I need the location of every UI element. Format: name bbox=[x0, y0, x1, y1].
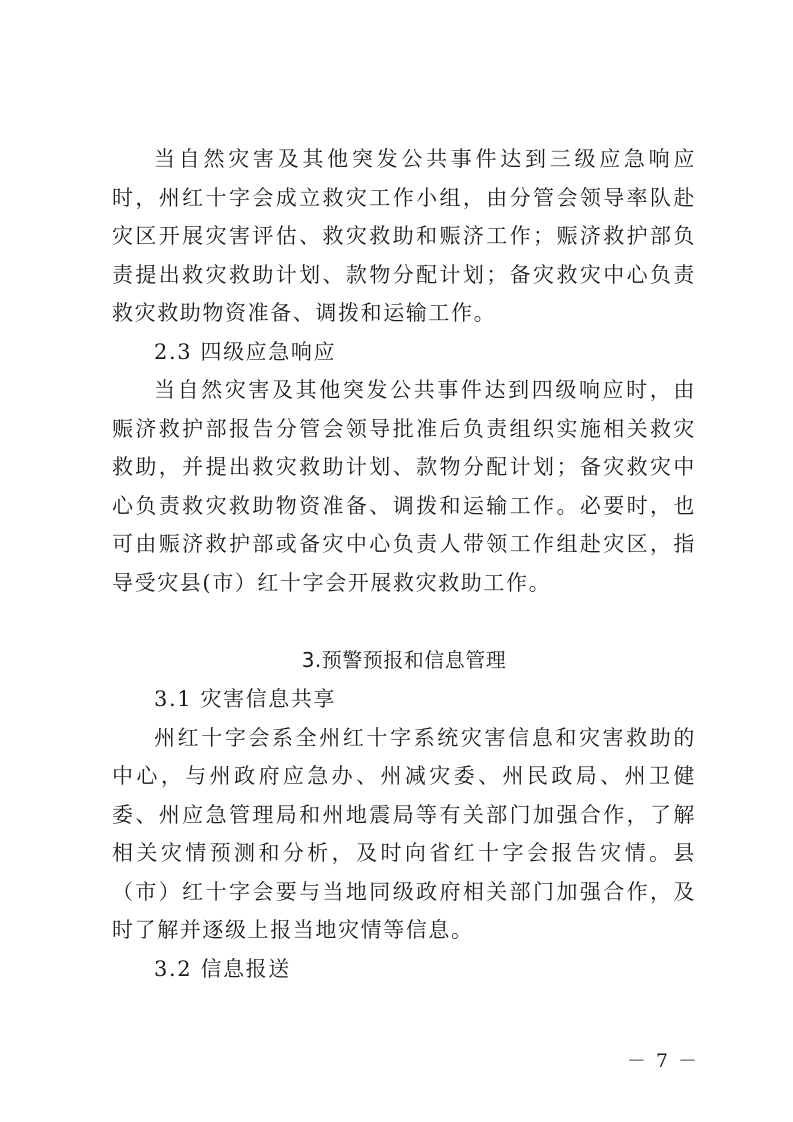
subsection-2-3-title: 2.3 四级应急响应 bbox=[154, 339, 337, 364]
section-3-title: 3.预警预报和信息管理 bbox=[301, 648, 507, 672]
subsection-3-1-title: 3.1 灾害信息共享 bbox=[154, 687, 337, 711]
paragraph-level-3-response: 当自然灾害及其他突发公共事件达到三级应急响应时，州红十字会成立救灾工作小组，由分管会领导率队赴灾区开展灾害评估、救灾救助和赈济工作；赈济救护部负责提出救灾救助计划、款物分配计划；备灾救灾中心负责救灾救助物资准备、调拨和运输工作。 bbox=[112, 147, 696, 325]
paragraph-level-4-response: 当自然灾害及其他突发公共事件达到四级响应时，由赈济救护部报告分管会领导批准后负责组织实施相关救灾救助，并提出救灾救助计划、款物分配计划；备灾救灾中心负责救灾救助物资准备、调拨和运输工作。必要时，也可由赈济救护部或备灾中心负责人带领工作组赴灾区，指导受灾县(市）红十字会开展救灾救助工作。 bbox=[112, 378, 696, 595]
paragraph-info-sharing: 州红十字会系全州红十字系统灾害信息和灾害救助的中心，与州政府应急办、州减灾委、州民政局、州卫健委、州应急管理局和州地震局等有关部门加强合作，了解相关灾情预测和分析，及时向省红十字会报告灾情。县（市）红十字会要与当地同级政府相关部门加强合作，及时了解并逐级上报当地灾情等信息。 bbox=[112, 725, 696, 942]
subsection-3-2-title: 3.2 信息报送 bbox=[154, 956, 291, 981]
document-body bbox=[112, 140, 696, 988]
page-number: － 7 － bbox=[626, 1050, 699, 1072]
